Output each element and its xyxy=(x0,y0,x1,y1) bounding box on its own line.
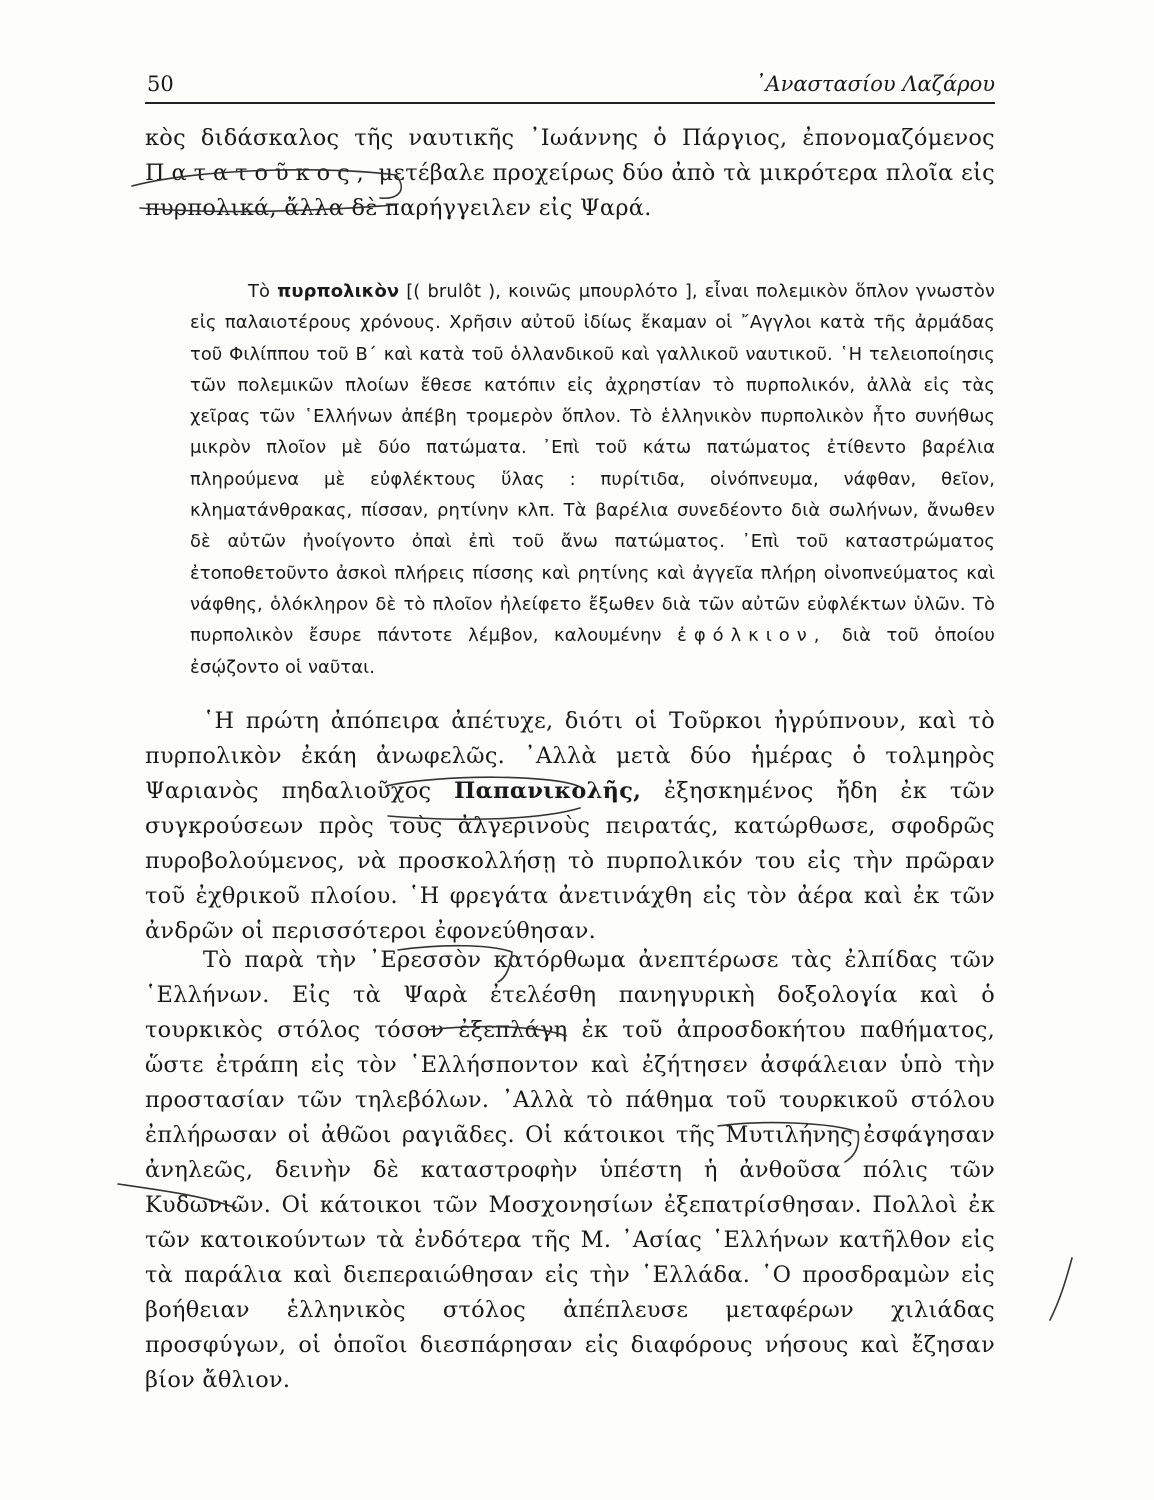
name-papanikolis: Παπανικολῆς, xyxy=(454,778,642,804)
running-head: ᾿Αναστασίου Λαζάρου xyxy=(754,72,995,96)
paragraph-2-start: ῾Η πρώτη ἀπόπειρα ἀπέτυχε, διότι οἱ Τοῦρκοι ἠγρύπνουν, καὶ τὸ πυρπολικὸν ἐκάη ἀνωφελῶς. ᾿Αλλὰ μετὰ δύο ἡμέρας ὁ τολμηρὸς Ψαριανὸς πηδαλιοῦχος xyxy=(145,708,995,804)
page-number: 50 xyxy=(147,72,174,96)
footnote-end: διὰ τοῦ ὁποίου ἐσῴζοντο οἱ ναῦται. xyxy=(190,625,996,678)
pencil-mark-margin xyxy=(1050,1258,1072,1320)
paragraph-1-end: μετέβαλε προχείρως δύο ἀπὸ τὰ μικρότερα πλοῖα εἰς πυρπολικά, ἄλλα δὲ παρήγγειλεν εἰς Ψαρά. xyxy=(145,160,995,221)
paragraph-2-end: ἐξησκημένος ἤδη ἐκ τῶν συγκρούσεων πρὸς τοὺς ἀλγερινοὺς πειρατάς, κατώρθωσε, σφοδρῶς πυροβολούμενος, νὰ προσκολλήσῃ τὸ πυρπολικόν του εἰς τὴν πρῶραν τοῦ ἐχθρικοῦ πλοίου. ῾Η φρεγάτα ἀνετινάχθη εἰς τὸν ἀέρα καὶ ἐκ τῶν ἀνδρῶν οἱ περισσότεροι ἐφονεύθησαν. xyxy=(145,778,995,944)
paragraph-3 xyxy=(145,943,995,1398)
term-efolkion: ἐφόλκιον, xyxy=(677,625,827,647)
footnote-start: Τὸ xyxy=(248,281,278,302)
name-patatoukos: Πατατοῦκος, xyxy=(145,160,371,186)
paragraph-2 xyxy=(145,704,995,949)
paragraph-3-text: Τὸ παρὰ τὴν ᾿Ερεσσὸν κατόρθωμα ἀνεπτέρωσε τὰς ἐλπίδας τῶν ῾Ελλήνων. Εἰς τὰ Ψαρὰ ἐτελέσθη πανηγυρικὴ δοξολογία καὶ ὁ τουρκικὸς στόλος τόσον ἐξεπλάγη ἐκ τοῦ ἀπροσδοκήτου παθήματος, ὥστε ἐτράπη εἰς τὸν ῾Ελλήσποντον καὶ ἐζήτησεν ἀσφάλειαν ὑπὸ τὴν προστασίαν τῶν τηλεβόλων. ᾿Αλλὰ τὸ πάθημα τοῦ τουρκικοῦ στόλου ἐπλήρωσαν οἱ ἀθῶοι ραγιᾶδες. Οἱ κάτοικοι τῆς Μυτιλήνης ἐσφάγησαν ἀνηλεῶς, δεινὴν δὲ καταστροφὴν ὑπέστη ἡ ἀνθοῦσα πόλις τῶν Κυδωνιῶν. Οἱ κάτοικοι τῶν Μοσχονησίων ἐξεπατρίσθησαν. Πολλοὶ ἐκ τῶν κατοικούντων τὰ ἐνδότερα τῆς Μ. ᾿Ασίας ῾Ελλήνων κατῆλθον εἰς τὰ παράλια καὶ διεπεραιώθησαν εἰς τὴν ῾Ελλάδα. ῾Ο προσδραμὼν εἰς βοήθειαν ἑλληνικὸς στόλος ἀπέπλευσε μεταφέρων χιλιάδας προσφύγων, οἱ ὁποῖοι διεσπάρησαν εἰς διαφόρους νήσους καὶ ἔζησαν βίον ἄθλιον. xyxy=(145,947,995,1393)
term-pyrpolikon: πυρπολικὸν xyxy=(277,281,400,302)
paragraph-1-start: κὸς διδάσκαλος τῆς ναυτικῆς ᾿Ιωάννης ὁ Πάργιος, ἐπονομαζόμενος xyxy=(145,125,995,151)
footnote-body: [( brulôt ), κοινῶς μπουρλότο ], εἶναι πολεμικὸν ὅπλον γνωστὸν εἰς παλαιοτέρους χρόνους. Χρῆσιν αὐτοῦ ἰδίως ἔκαμαν οἱ ῎Αγγλοι κατὰ τῆς ἀρμάδας τοῦ Φιλίππου τοῦ Β΄ καὶ κατὰ τοῦ ὁλλανδικοῦ καὶ γαλλικοῦ ναυτικοῦ. ῾Η τελειοποίησις τῶν πολεμικῶν πλοίων ἔθεσε κατόπιν εἰς ἀχρηστίαν τὸ πυρπολικόν, ἀλλὰ εἰς τὰς χεῖρας τῶν ῾Ελλήνων ἀπέβη τρομερὸν ὅπλον. Τὸ ἑλληνικὸν πυρπολικὸν ἦτο συνήθως μικρὸν πλοῖον μὲ δύο πατώματα. ᾿Επὶ τοῦ κάτω πατώματος ἐτίθεντο βαρέλια πληρούμενα μὲ εὐφλέκτους ὕλας : πυρίτιδα, οἰνόπνευμα, νάφθαν, θεῖον, κληματάνθρακας, πίσσαν, ρητίνην κλπ. Τὰ βαρέλια συνεδέοντο διὰ σωλήνων, ἄνωθεν δὲ αὐτῶν ἠνοίγοντο ὀπαὶ ἐπὶ τοῦ ἄνω πατώματος. ᾿Επὶ τοῦ καταστρώματος ἐτοποθετοῦντο ἀσκοὶ πλήρεις πίσσης καὶ ρητίνης καὶ ἀγγεῖα πλήρη οἰνοπνεύματος καὶ νάφθης, ὁλόκληρον δὲ τὸ πλοῖον ἠλείφετο ἔξωθεν διὰ τῶν αὐτῶν εὐφλέκτων ὑλῶν. Τὸ πυρπολικὸν ἔσυρε πάντοτε λέμβον, καλουμένην xyxy=(190,281,995,647)
paragraph-1 xyxy=(145,121,995,226)
page-header xyxy=(145,68,995,104)
footnote-block xyxy=(190,276,995,683)
